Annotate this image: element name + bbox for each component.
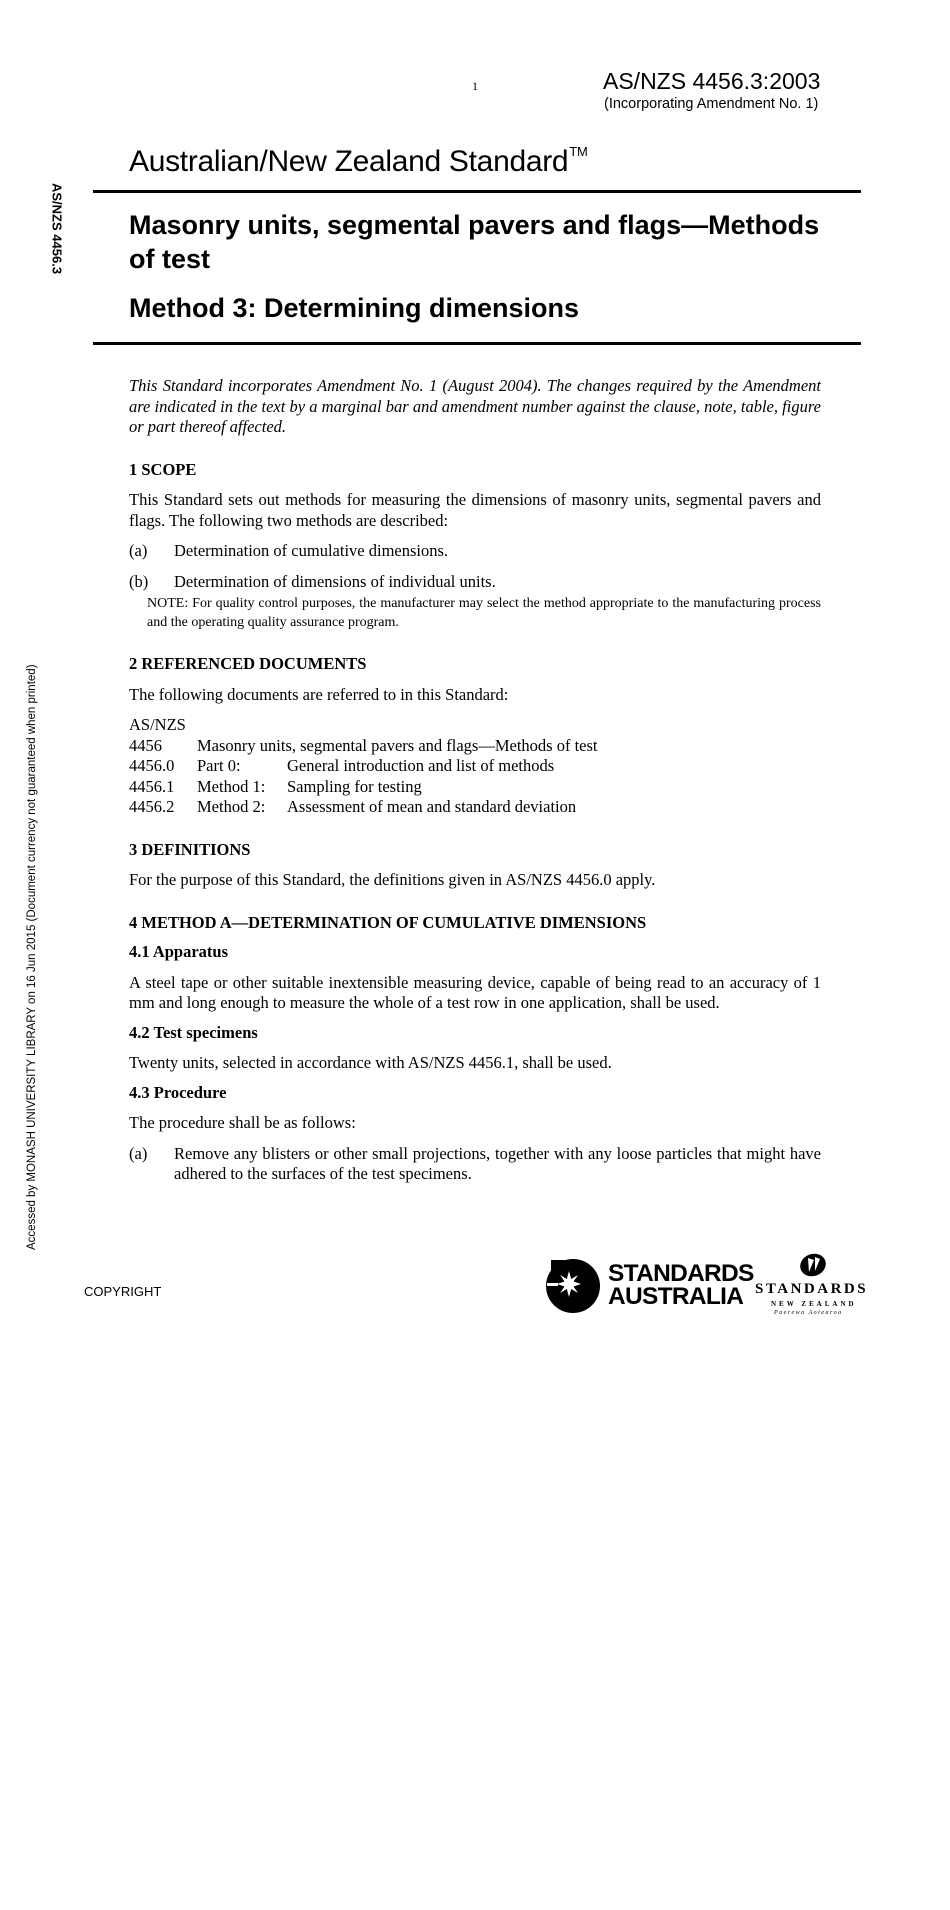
test-specimens-text: Twenty units, selected in accordance with AS/NZS 4456.1, shall be used. bbox=[129, 1053, 612, 1072]
apparatus-text: A steel tape or other suitable inextensible measuring device, capable of being read to an accuracy of 1 mm and long enough to measure the whole of a test row in one application, shall be used. bbox=[129, 972, 821, 1012]
list-item-text: Remove any blisters or other small projections, together with any loose particles that might have adhered to the surfaces of the test specimens. bbox=[174, 1143, 821, 1183]
standards-new-zealand-line-1: STANDARDS bbox=[755, 1281, 869, 1297]
standards-australia-emblem-icon bbox=[545, 1258, 601, 1314]
standards-australia-line-2: AUSTRALIA bbox=[608, 1283, 744, 1310]
reference-part: Method 1: bbox=[197, 776, 266, 796]
reference-title: General introduction and list of methods bbox=[287, 756, 555, 775]
reference-number: 4456.0 bbox=[129, 756, 175, 775]
scope-note: NOTE: For quality control purposes, the manufacturer may select the method appropriate to the manufacturing process and the operating quality assurance program. bbox=[147, 596, 821, 630]
reference-part: Method 2: bbox=[197, 797, 266, 816]
section-heading-definitions: 3 DEFINITIONS bbox=[129, 839, 251, 859]
list-item bbox=[129, 541, 821, 562]
standards-new-zealand-emblem-icon bbox=[798, 1252, 828, 1278]
document-body bbox=[129, 376, 821, 1185]
standard-number: AS/NZS 4456.3:2003 bbox=[603, 68, 821, 94]
list-item-label: (a) bbox=[129, 1143, 148, 1163]
subsection-heading-procedure: 4.3 Procedure bbox=[129, 1082, 227, 1102]
amendment-note: (Incorporating Amendment No. 1) bbox=[604, 96, 819, 112]
reference-row bbox=[129, 756, 821, 777]
list-item-text: Determination of dimensions of individual units. bbox=[174, 571, 496, 591]
standards-new-zealand-line-2: NEW ZEALAND bbox=[771, 1300, 857, 1308]
copyright-label: COPYRIGHT bbox=[84, 1284, 162, 1299]
standards-new-zealand-logo bbox=[752, 1252, 877, 1322]
subsection-heading-test-specimens: 4.2 Test specimens bbox=[129, 1022, 258, 1042]
reference-row bbox=[129, 736, 821, 757]
reference-row bbox=[129, 797, 821, 818]
definitions-text: For the purpose of this Standard, the definitions given in AS/NZS 4456.0 apply. bbox=[129, 870, 656, 889]
side-standard-code bbox=[45, 183, 69, 303]
top-rule bbox=[93, 190, 861, 193]
reference-row bbox=[129, 777, 821, 798]
list-item bbox=[129, 572, 821, 593]
subsection-heading-apparatus: 4.1 Apparatus bbox=[129, 942, 229, 961]
reference-title: Masonry units, segmental pavers and flags—Methods of test bbox=[197, 735, 598, 755]
standards-australia-wordmark bbox=[608, 1262, 754, 1308]
reference-title: Assessment of mean and standard deviation bbox=[287, 797, 577, 816]
references-table bbox=[129, 715, 821, 818]
list-item-label: (b) bbox=[129, 571, 149, 591]
standard-type-heading bbox=[129, 144, 587, 179]
reference-title: Sampling for testing bbox=[287, 776, 422, 796]
references-group-label: AS/NZS bbox=[129, 715, 186, 734]
reference-number: 4456 bbox=[129, 735, 162, 755]
page-number: 1 bbox=[472, 79, 478, 93]
scope-text: This Standard sets out methods for measuring the dimensions of masonry units, segmental pavers and flags. The following two methods are described: bbox=[129, 490, 821, 530]
access-watermark-text: Accessed by MONASH UNIVERSITY LIBRARY on 16 Jun 2015 (Document currency not guaranteed when printed) bbox=[26, 664, 38, 1250]
standards-australia-line-1: STANDARDS bbox=[608, 1260, 754, 1287]
list-item-text: Determination of cumulative dimensions. bbox=[174, 541, 449, 560]
section-heading-references: 2 REFERENCED DOCUMENTS bbox=[129, 654, 367, 673]
trademark-mark: TM bbox=[569, 144, 588, 159]
reference-number: 4456.1 bbox=[129, 776, 175, 796]
document-subtitle: Method 3: Determining dimensions bbox=[129, 293, 580, 323]
references-text: The following documents are referred to in this Standard: bbox=[129, 684, 509, 704]
reference-part: Part 0: bbox=[197, 756, 241, 775]
section-heading-scope: 1 SCOPE bbox=[129, 459, 197, 479]
procedure-text: The procedure shall be as follows: bbox=[129, 1113, 356, 1132]
standard-type-text: Australian/New Zealand Standard bbox=[129, 145, 569, 178]
standards-new-zealand-line-3: Paerewa Aotearoa bbox=[774, 1310, 843, 1316]
amendment-intro: This Standard incorporates Amendment No. 1 (August 2004). The changes required by the Amendment are indicated in the text by a marginal bar and amendment number against the clause, note, table, figure or part thereof affected. bbox=[129, 376, 821, 436]
access-watermark bbox=[20, 664, 44, 1910]
bottom-rule bbox=[93, 342, 861, 345]
list-item bbox=[129, 1144, 821, 1185]
reference-number: 4456.2 bbox=[129, 797, 175, 816]
standards-australia-logo bbox=[545, 1258, 754, 1314]
section-heading-method-a: 4 METHOD A—DETERMINATION OF CUMULATIVE DIMENSIONS bbox=[129, 912, 647, 932]
side-standard-code-text: AS/NZS 4456.3 bbox=[49, 183, 65, 275]
document-title: Masonry units, segmental pavers and flags—Methods of test bbox=[129, 210, 820, 274]
list-item-label: (a) bbox=[129, 541, 148, 560]
